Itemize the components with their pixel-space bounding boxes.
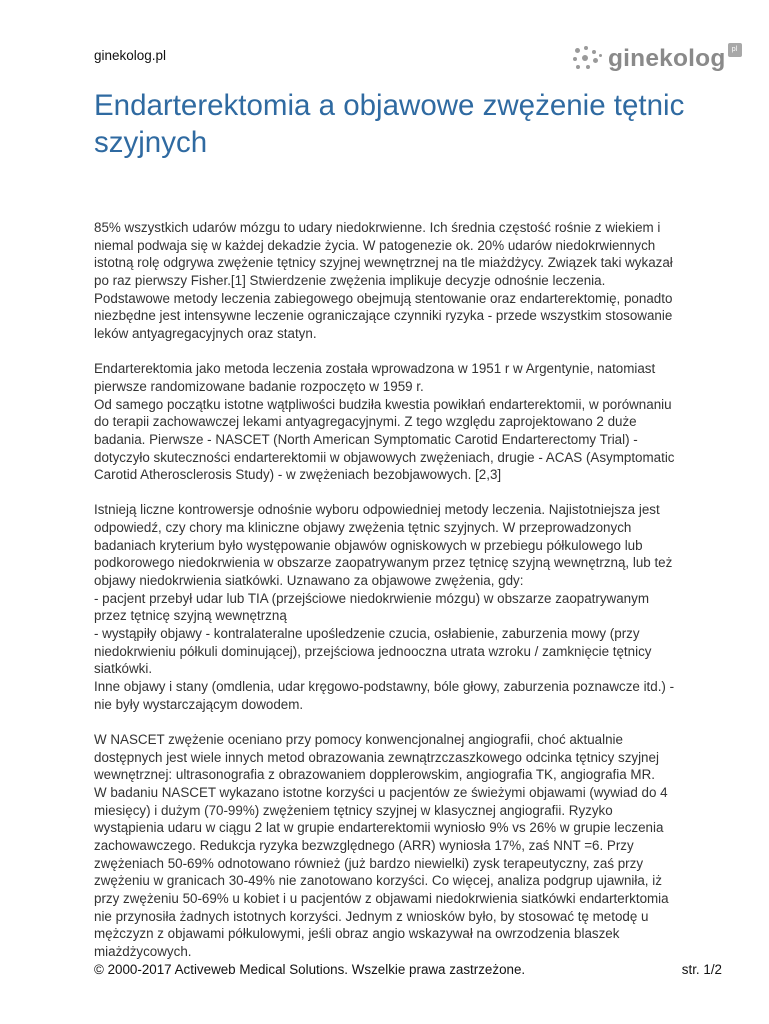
paragraph-line: niedokrwieniu półkuli dominującej), przejściowa jednooczna utrata wzroku / zamknięcie tętnicy — [94, 643, 652, 659]
paragraph-line: badania. Pierwsze - NASCET (North American Symptomatic Carotid Endarterectomy Trial) - — [94, 431, 638, 447]
site-name: ginekolog.pl — [94, 48, 167, 63]
paragraph-line: pierwsze randomizowane badanie rozpoczęto w 1959 r. — [94, 378, 424, 394]
logo-badge: pl — [728, 43, 742, 57]
paragraph-line: siatkówki. — [94, 661, 153, 677]
paragraph-line: do terapii zachowawczej lekami antyagregacyjnymi. Z tego względu zaprojektowano 2 duże — [94, 414, 637, 430]
paragraph-line: Endarterektomia jako metoda leczenia została wprowadzona w 1951 r w Argentynie, natomiast — [94, 361, 656, 377]
paragraph-line: przez tętnicę szyjną wewnętrzną — [94, 608, 287, 624]
paragraph-line: odpowiedź, czy chory ma kliniczne objawy zwężenia tętnic szyjnych. W przeprowadzonych — [94, 520, 632, 536]
page-number: str. 1/2 — [681, 962, 722, 977]
paragraph-line: objawy niedokrwienia siatkówki. Uznawano za objawowe zwężenia, gdy: — [94, 573, 524, 589]
paragraph-line: zwężeniu w granicach 30-49% nie zanotowano korzyści. Co więcej, analiza podgrup ujawniła, iż — [94, 873, 662, 889]
paragraph-line: - pacjent przebył udar lub TIA (przejściowe niedokrwienie mózgu) w obszarze zaopatrywanym — [94, 590, 649, 606]
paragraph-line: leków antyagregacyjnych oraz statyn. — [94, 325, 317, 341]
article-title: Endarterektomia a objawowe zwężenie tętnic szyjnych — [94, 89, 685, 159]
paragraph-line: nie były wystarczającym dowodem. — [94, 696, 304, 712]
paragraph-line: zwężeniach 50-69% odnotowano również (już bardzo niewielki) zysk terapeutyczny, zaś przy — [94, 855, 644, 871]
paragraph-line: W NASCET zwężenie oceniano przy pomocy konwencjonalnej angiografii, choć aktualnie — [94, 731, 623, 747]
paragraph-line: miażdżycowych. — [94, 943, 192, 959]
paragraph-line: 85% wszystkich udarów mózgu to udary niedokrwienne. Ich średnia częstość rośnie z wiekiem i — [94, 220, 661, 235]
paragraph-line: Istnieją liczne kontrowersje odnośnie wyboru odpowiedniej metody leczenia. Najistotniejsza jest — [94, 502, 660, 518]
paragraph-line: wewnętrznej: ultrasonografia z obrazowaniem dopplerowskim, angiografia TK, angiografia MR. — [94, 767, 655, 783]
paragraph-line: Inne objawy i stany (omdlenia, udar kręgowo-podstawny, bóle głowy, zaburzenia poznawcze itd.) - — [94, 679, 675, 695]
article-paragraph — [94, 731, 722, 961]
paragraph-line: niezbędne jest intensywne leczenie ograniczające czynniki ryzyka - przede wszystkim stosowanie — [94, 308, 673, 324]
paragraph-line: nie przynosiła żadnych istotnych korzyści. Jednym z wniosków było, by stosować tę metodę u — [94, 908, 649, 924]
paragraph-line: miesięcy) i dużym (70-99%) zwężeniem tętnicy szyjnej w klasycznej angiografii. Ryzyko — [94, 802, 613, 818]
paragraph-line: podkorowego niedokrwienia w obszarze zaopatrywanym przez tętnicę szyjną wewnętrzną, lub też — [94, 555, 673, 571]
paragraph-line: zachowawczego. Redukcja ryzyka bezwzględnego (ARR) wyniosła 17%, zaś NNT =6. Przy — [94, 837, 634, 853]
paragraph-line: po raz pierwszy Fisher.[1] Stwierdzenie zwężenia implikuje decyzje odnośnie leczenia. — [94, 272, 606, 288]
paragraph-line: mężczyzn z objawami półkulowymi, jeśli obraz angio wskazywał na owrzodzenia blaszek — [94, 926, 620, 942]
article-paragraph — [94, 219, 722, 343]
brand-logo[interactable] — [572, 43, 742, 73]
dots-logo-icon — [572, 44, 606, 72]
paragraph-line: istotną rolę odgrywa zwężenie tętnicy szyjnej wewnętrznej na tle miażdżycy. Związek taki wykazał — [94, 255, 673, 271]
paragraph-line: - wystąpiły objawy - kontralateralne upośledzenie czucia, osłabienie, zaburzenia mowy (przy — [94, 626, 640, 642]
paragraph-line: Podstawowe metody leczenia zabiegowego obejmują stentowanie oraz endarterektomię, ponadto — [94, 290, 673, 306]
logo-text: ginekolog — [608, 44, 726, 72]
paragraph-line: niemal podwaja się w każdej dekadzie życia. W patogenezie ok. 20% udarów niedokrwiennych — [94, 237, 656, 253]
paragraph-line: badaniach kryterium było występowanie objawów ogniskowych w przebiegu półkulowego lub — [94, 537, 643, 553]
article-paragraph — [94, 501, 722, 713]
paragraph-line: wystąpienia udaru w ciągu 2 lat w grupie endarterektomii wyniosło 9% vs 26% w grupie leczenia — [94, 820, 664, 836]
paragraph-line: dotyczyło skuteczności endarterektomii w objawowych zwężeniach, drugie - ACAS (Asymptomatic — [94, 449, 675, 465]
paragraph-line: Carotid Atherosclerosis Study) - w zwężeniach bezobjawowych. [2,3] — [94, 467, 502, 483]
paragraph-line: przy zwężeniu 50-69% u kobiet i u pacjentów z objawami niedokrwienia siatkówki endarterktomia — [94, 890, 669, 906]
footer-copyright: © 2000-2017 Activeweb Medical Solutions. Wszelkie prawa zastrzeżone. — [94, 962, 526, 977]
article-body — [94, 219, 722, 978]
paragraph-line: W badaniu NASCET wykazano istotne korzyści u pacjentów ze świeżymi objawami (wywiad do 4 — [94, 784, 668, 800]
article-paragraph — [94, 360, 722, 484]
paragraph-line: dostępnych jest wiele innych metod obrazowania zewnątrzczaszkowego odcinka tętnicy szyjnej — [94, 749, 659, 765]
paragraph-line: Od samego początku istotne wątpliwości budziła kwestia powikłań endarterektomii, w porównaniu — [94, 396, 672, 412]
